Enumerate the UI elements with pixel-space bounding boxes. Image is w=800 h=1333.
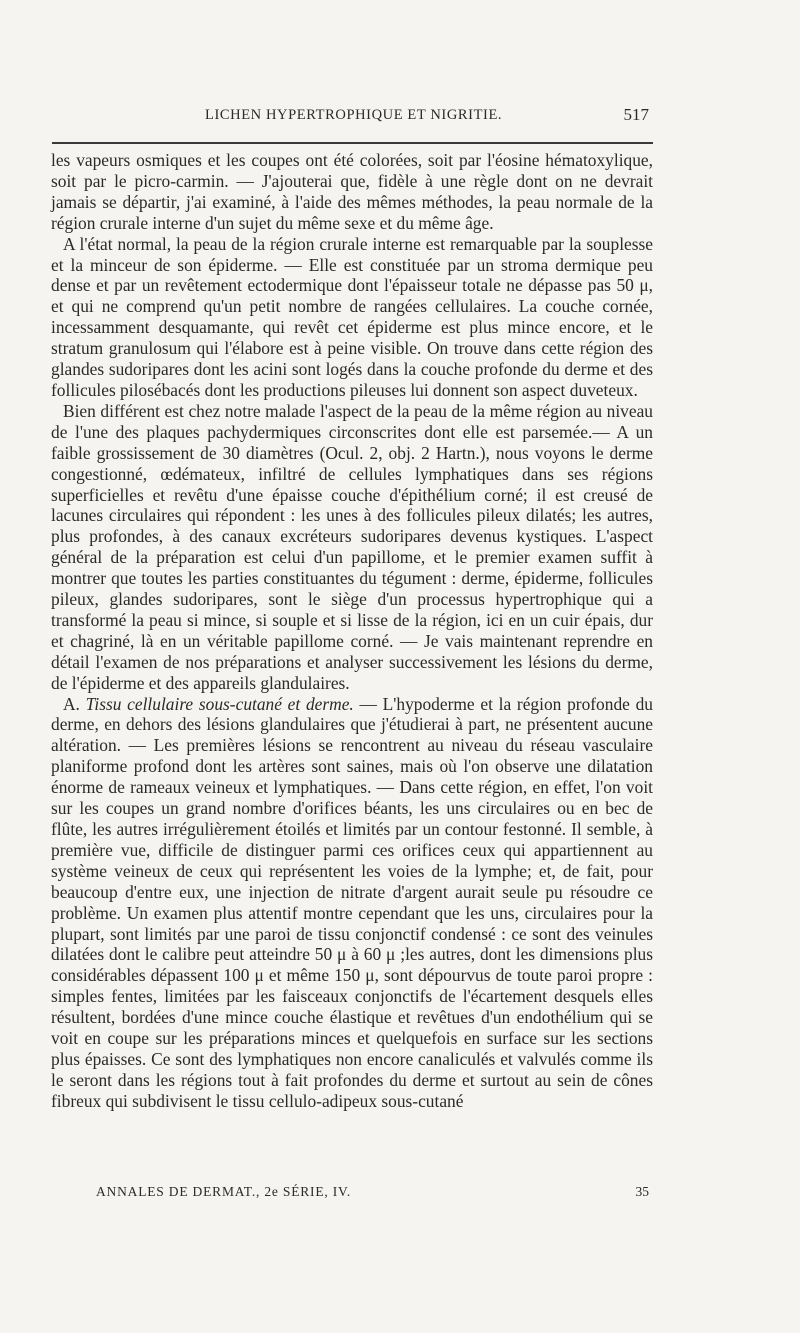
page-footer [96, 1184, 649, 1202]
paragraph: les vapeurs osmiques et les coupes ont été colorées, soit par l'éosine hématoxylique, soit par le picro-carmin. — J'ajouterai que, fidèle à une règle dont on ne devrait jamais se départir, j'ai examiné, à l'aide des mêmes méthodes, la peau normale de la région crurale interne d'un sujet du même sexe et du même âge. [51, 150, 653, 233]
signature-line: ANNALES DE DERMAT., 2e SÉRIE, IV. [96, 1184, 352, 1199]
running-title: LICHEN HYPERTROPHIQUE ET NIGRITIE. [205, 107, 503, 123]
signature-number: 35 [635, 1184, 649, 1199]
header-rule [52, 142, 653, 144]
section-letter: A. [63, 693, 80, 714]
section-body: profonde du derme, en dehors des lésions glandulaires que j'étudierai à part, ne présentent aucune altération. — Les premières lésions se rencontrent au niveau du réseau vasculaire planiforme profond dont les artères sont saines, mais où l'on observe une dilatation énorme de rameaux veineux et lymphatiques. — Dans cette région, en effet, l'on voit sur les coupes un grand nombre d'orifices béants, les uns circulaires ou en bec de flûte, les autres irrégulièrement étoilés et limités par un contour festonné. Il semble, à première vue, difficile de distinguer parmi ces orifices ceux qui appartiennent au système veineux de ceux qui représentent les voies de la lymphe; et, de fait, pour beaucoup d'entre eux, une injection de nitrate d'argent aurait seule pu résoudre ce problème. Un examen plus attentif montre cependant que les uns, circulaires pour la plupart, sont limités par une paroi de tissu conjonctif condensé : ce sont des veinules dilatées dont le calibre peut atteindre 50 μ à 60 μ ;les autres, dont les dimensions plus considérables dépassent 100 μ et même 150 μ, sont dépourvus de toute paroi propre : simples fentes, limitées par les faisceaux conjonctifs de l'écartement desquels elles résultent, bordées d'une mince couche élastique et revêtues d'un endothélium qui se voit en coupe sur les préparations minces et quelquefois en surface sur les sections plus épaisses. Ce sont des lymphatiques non encore canaliculés et valvulés comme ils le seront dans les régions tout à fait profondes du derme et surtout au sein de cônes fibreux qui subdivisent le tissu cellulo-adipeux sous-cutané [51, 693, 653, 1111]
section-heading: Tissu cellulaire sous-cutané et derme. [85, 693, 354, 714]
page-header [205, 107, 649, 129]
paragraph: A l'état normal, la peau de la région crurale interne est remarquable par la souplesse et la minceur de son épiderme. — Elle est constituée par un stroma dermique peu dense et par un revêtement ectodermique dont l'épaisseur totale ne dépasse pas 50 μ, et qui ne comprend qu'un petit nombre de rangées cellulaires. La couche cornée, incessamment desquamante, qui revêt cet épiderme est plus mince encore, et le stratum granulosum qui l'élabore est à peine visible. On trouve dans cette région des glandes sudoripares dont les acini sont logés dans la couche profonde du derme et des follicules pilosébacés dont les productions pileuses lui donnent son aspect duveteux. [51, 233, 653, 400]
page-number: 517 [623, 105, 649, 124]
paragraph: Bien différent est chez notre malade l'aspect de la peau de la même région au niveau de l'une des plaques pachydermiques circonscrites dont elle est parsemée.— A un faible grossissement de 30 diamètres (Ocul. 2, obj. 2 Hartn.), nous voyons le derme congestionné, œdémateux, infiltré de cellules lymphatiques dans ses régions superficielles et revêtu d'une épaisse couche d'épithélium corné; il est creusé de lacunes circulaires qui répondent : les unes à des follicules pileux dilatés; les autres, plus profondes, à des canaux excréteurs sudoripares devenus kystiques. L'aspect général de la préparation est celui d'un papillome, et le premier examen suffit à montrer que toutes les parties constituantes du tégument : derme, épiderme, follicules pileux, glandes sudoripares, sont le siège d'un processus hypertrophique qui a transformé la peau si mince, si souple et si lisse de la région, ici en un cuir épais, dur et chagriné, là en un véritable papillome corné. — Je vais maintenant reprendre en détail l'examen de nos préparations et analyser successivement les lésions du derme, de l'épiderme et des appareils glandulaires. [51, 400, 653, 693]
section-a-paragraph [51, 694, 653, 1112]
section-lead: — L'hypoderme et la région [359, 693, 562, 714]
body-text [51, 150, 653, 1112]
